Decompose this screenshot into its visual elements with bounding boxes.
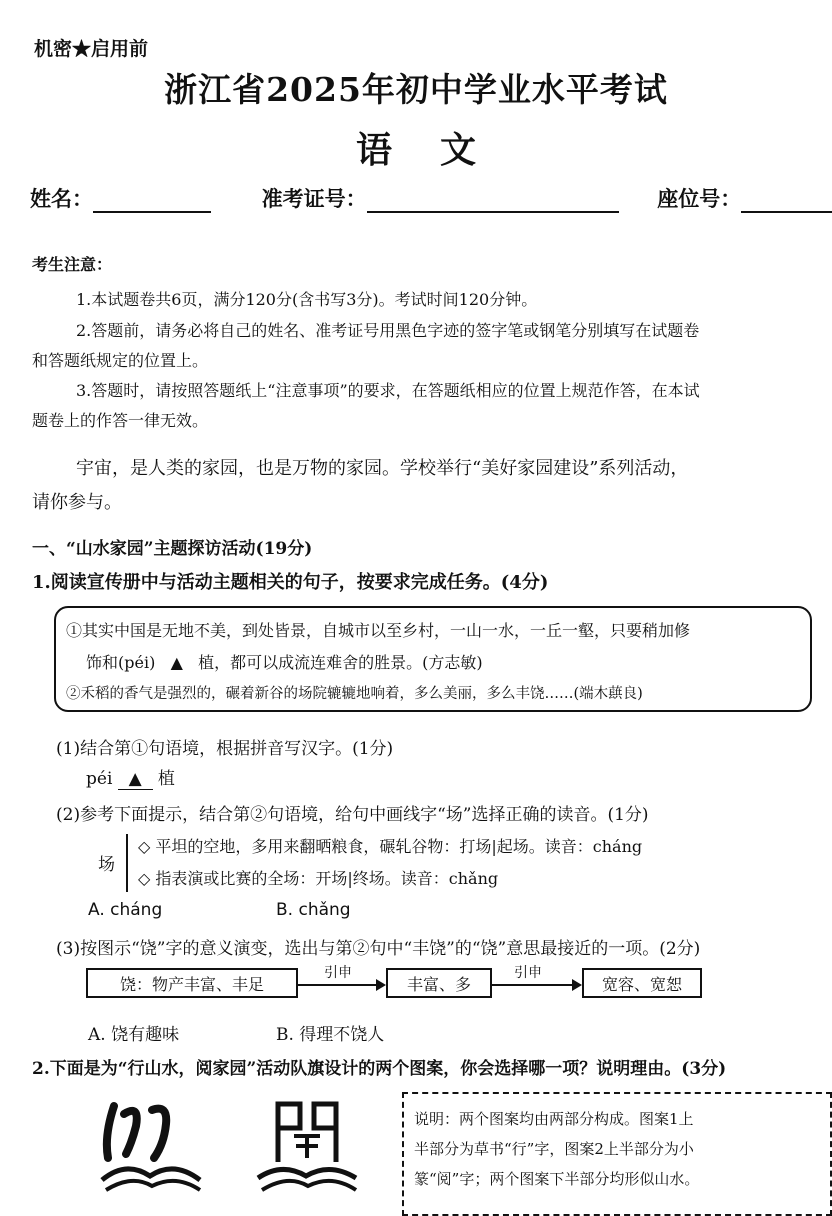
answer-triangle-icon: ▲ bbox=[117, 769, 153, 789]
notice-item-2b: 和答题纸规定的位置上。 bbox=[32, 351, 209, 370]
flow-box-3: 宽容、宽恕 bbox=[582, 968, 702, 998]
option-3b[interactable]: B. 得理不饶人 bbox=[276, 1025, 385, 1045]
description-line-2: 半部分为草书“行”字，图案2上半部分为小 bbox=[414, 1140, 694, 1158]
pinyin-prompt: 饰和(péi) bbox=[86, 653, 156, 672]
hint-2: ◇ 指表演或比赛的全场：开场|终场。读音：chǎng bbox=[138, 869, 499, 888]
subject-title: 语文 bbox=[355, 129, 524, 171]
char-chang: 场 bbox=[98, 855, 115, 875]
notice-heading: 考生注意： bbox=[32, 255, 113, 274]
section-1-title: 一、“山水家园”主题探访活动(19分) bbox=[32, 539, 313, 559]
question-1: 1.阅读宣传册中与活动主题相关的句子，按要求完成任务。(4分) bbox=[32, 572, 549, 593]
answer-char: 植 bbox=[157, 769, 175, 789]
notice-item-3b: 题卷上的作答一律无效。 bbox=[32, 411, 209, 430]
hint-1: ◇ 平坦的空地，多用来翻晒粮食，碾轧谷物：打场|起场。读音：cháng bbox=[138, 837, 643, 856]
answer-pinyin: péi bbox=[86, 769, 113, 789]
confidential-mark: 机密★启用前 bbox=[34, 38, 149, 60]
sub-question-2: (2)参考下面提示，结合第②句语境，给句中画线字“场”选择正确的读音。(1分) bbox=[56, 805, 649, 825]
option-3a[interactable]: A. 饶有趣味 bbox=[88, 1025, 180, 1045]
quote-line-2-rest: 植，都可以成流连难舍的胜景。(方志敏) bbox=[198, 653, 483, 672]
seat-blank[interactable] bbox=[741, 191, 832, 213]
quote-line-3: ②禾稻的香气是强烈的，碾着新谷的场院辘辘地响着，多么美丽，多么丰饶……(端木蕻良) bbox=[66, 686, 643, 702]
intro-line-2: 请你参与。 bbox=[32, 492, 122, 513]
exam-number-label: 准考证号： bbox=[261, 186, 367, 211]
blank-triangle-icon: ▲ bbox=[160, 653, 194, 672]
flow-arrow-1 bbox=[298, 984, 384, 986]
intro-line-1: 宇宙，是人类的家园，也是万物的家园。学校举行“美好家园建设”系列活动， bbox=[76, 458, 689, 479]
notice-item-2a: 2.答题前，请务必将自己的姓名、准考证号用黑色字迹的签字笔或钢笔分别填写在试题卷 bbox=[76, 321, 700, 340]
option-2b[interactable]: B. chǎng bbox=[276, 900, 351, 920]
notice-item-3a: 3.答题时，请按照答题纸上“注意事项”的要求，在答题纸相应的位置上规范作答，在本试 bbox=[76, 381, 700, 400]
exam-number-blank[interactable] bbox=[367, 191, 619, 213]
bracket-line bbox=[126, 834, 128, 892]
flow-box-1: 饶：物产丰富、丰足 bbox=[86, 968, 298, 998]
candidate-fields bbox=[30, 183, 830, 213]
emblem-1-xing-icon bbox=[96, 1096, 206, 1198]
description-line-3: 篆“阅”字；两个图案下半部分均形似山水。 bbox=[414, 1170, 700, 1188]
name-label: 姓名： bbox=[30, 186, 93, 211]
quote-line-1: ①其实中国是无地不美，到处皆景，自城市以至乡村，一山一水，一丘一壑，只要稍加修 bbox=[66, 621, 691, 640]
sub-question-1: (1)结合第①句语境，根据拼音写汉字。(1分) bbox=[56, 739, 394, 759]
flow-box-2: 丰富、多 bbox=[386, 968, 492, 998]
sub-question-3: (3)按图示“饶”字的意义演变，选出与第②句中“丰饶”的“饶”意思最接近的一项。(2分) bbox=[56, 939, 701, 959]
sub-question-1-answer[interactable] bbox=[86, 764, 175, 790]
name-blank[interactable] bbox=[93, 191, 211, 213]
exam-title: 浙江省2025年初中学业水平考试 bbox=[164, 70, 668, 109]
option-2a[interactable]: A. cháng bbox=[88, 900, 163, 920]
notice-item-1: 1.本试题卷共6页，满分120分(含书写3分)。考试时间120分钟。 bbox=[76, 290, 538, 309]
flow-arrow-2 bbox=[492, 984, 580, 986]
description-line-1: 说明：两个图案均由两部分构成。图案1上 bbox=[414, 1110, 694, 1128]
question-2: 2.下面是为“行山水，阅家园”活动队旗设计的两个图案，你会选择哪一项？说明理由。(3分) bbox=[32, 1059, 727, 1079]
flow-label-2: 引申 bbox=[514, 965, 542, 981]
seat-label: 座位号： bbox=[657, 186, 742, 211]
emblem-2-yue-icon bbox=[252, 1096, 362, 1198]
quote-line-2 bbox=[86, 650, 483, 673]
flow-label-1: 引申 bbox=[324, 965, 352, 981]
